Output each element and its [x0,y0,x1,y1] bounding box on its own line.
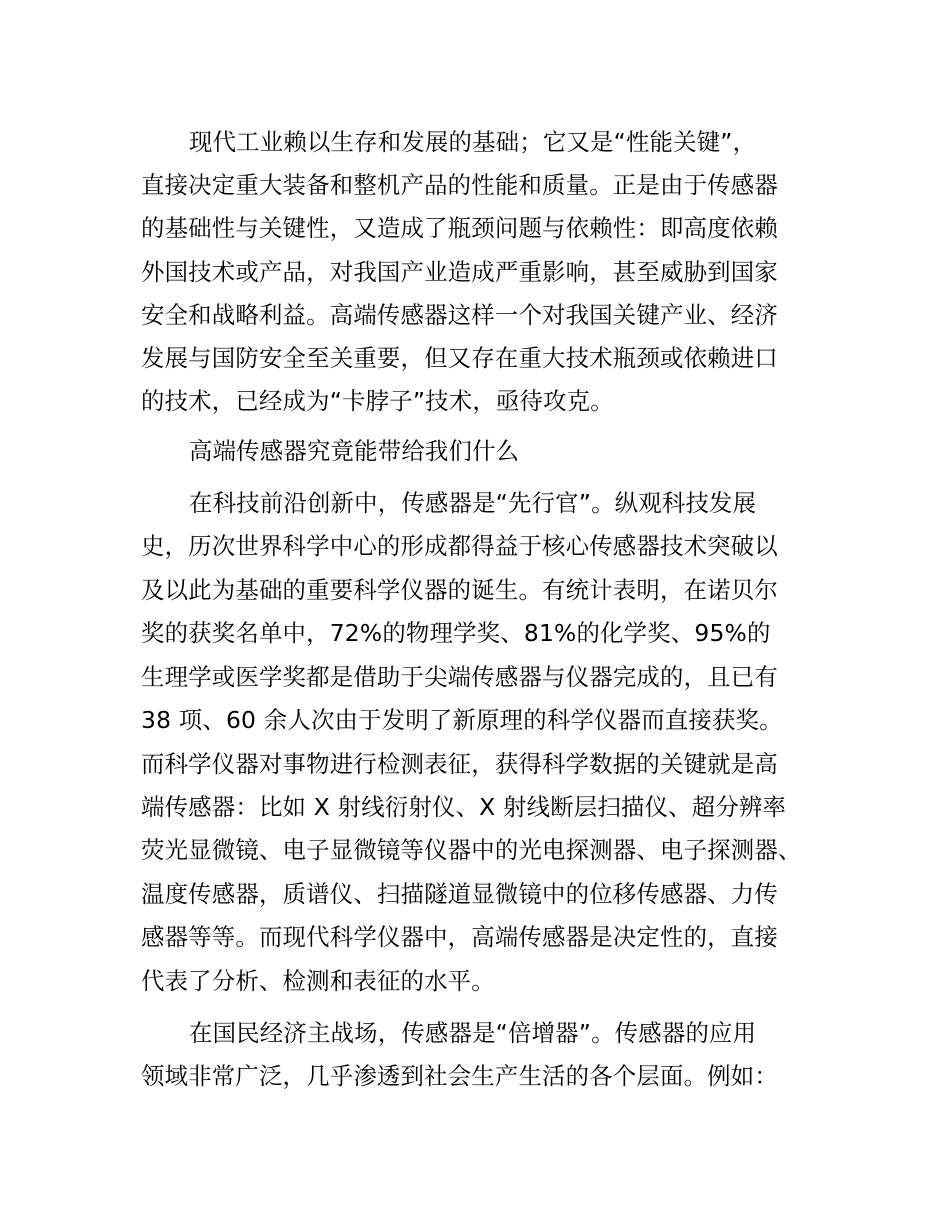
text-line: 代表了分析、检测和表征的水平。 [141,967,495,995]
text-line: 的技术，已经成为“卡脖子”技术，亟待攻克。 [141,387,614,415]
text-line: 外国技术或产品，对我国产业造成严重影响，甚至威胁到国家 [141,258,778,286]
text-line: 38 项、60 余人次由于发明了新原理的科学仪器而直接获奖。 [141,706,783,734]
text-line: 端传感器：比如 X 射线衍射仪、X 射线断层扫描仪、超分辨率 [141,793,787,821]
text-line: 在国民经济主战场，传感器是“倍增器”。传感器的应用 [189,1019,757,1047]
text-line: 的基础性与关键性，又造成了瓶颈问题与依赖性：即高度依赖 [141,214,778,242]
heading-text: 高端传感器究竟能带给我们什么 [189,437,520,465]
text-line: 荧光显微镜、电子显微镜等仪器中的光电探测器、电子探测器、 [141,836,802,864]
text-line: 史，历次世界科学中心的形成都得益于核心传感器技术突破以 [141,532,778,560]
text-line: 直接决定重大装备和整机产品的性能和质量。正是由于传感器 [141,171,778,199]
text-line: 领域非常广泛，几乎渗透到社会生产生活的各个层面。例如： [141,1062,778,1090]
text-line: 及以此为基础的重要科学仪器的诞生。有统计表明，在诺贝尔 [141,576,778,604]
text-line: 而科学仪器对事物进行检测表征，获得科学数据的关键就是高 [141,750,778,778]
text-line: 在科技前沿创新中，传感器是“先行官”。纵观科技发展 [189,489,757,517]
text-line: 感器等等。而现代科学仪器中，高端传感器是决定性的，直接 [141,923,778,951]
text-line: 奖的获奖名单中，72%的物理学奖、81%的化学奖、95%的 [141,619,771,647]
text-line: 发展与国防安全至关重要，但又存在重大技术瓶颈或依赖进口 [141,344,778,372]
text-line: 安全和战略利益。高端传感器这样一个对我国关键产业、经济 [141,301,778,329]
text-line: 生理学或医学奖都是借助于尖端传感器与仪器完成的，且已有 [141,663,778,691]
text-line: 现代工业赖以生存和发展的基础；它又是“性能关键”， [189,128,757,156]
text-line: 温度传感器，质谱仪、扫描隧道显微镜中的位移传感器、力传 [141,880,778,908]
